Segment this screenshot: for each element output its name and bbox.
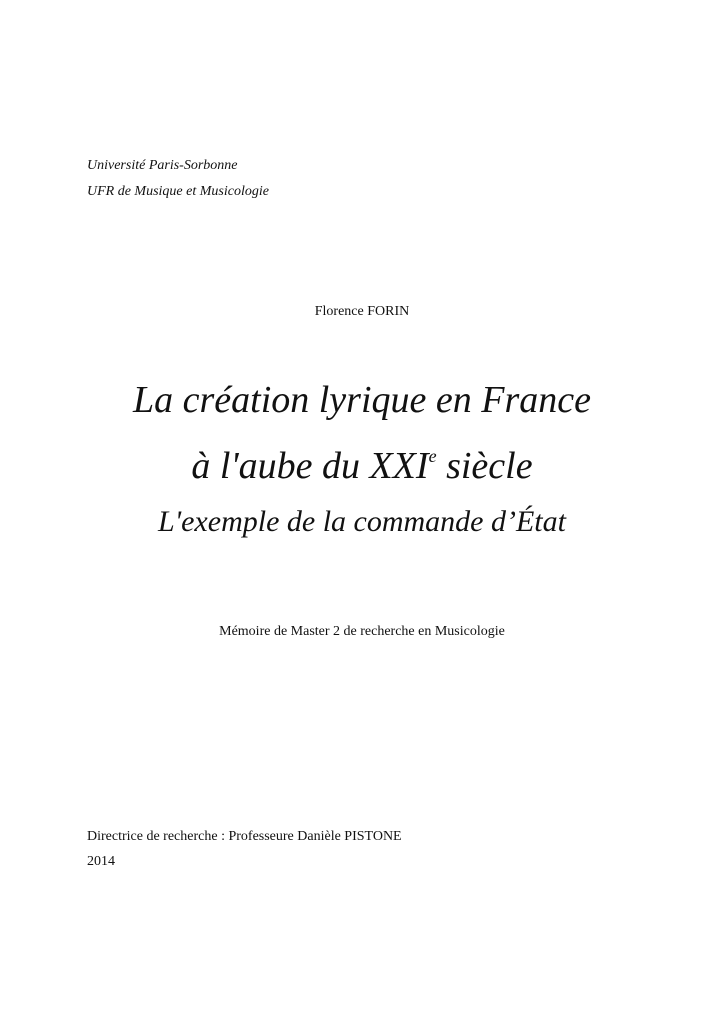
institution-block [87, 153, 269, 205]
degree-description: Mémoire de Master 2 de recherche en Musicologie [219, 624, 505, 639]
department-name: UFR de Musique et Musicologie [87, 184, 269, 199]
thesis-title [0, 378, 724, 540]
title-century-superscript: e [428, 446, 437, 466]
university-name: Université Paris-Sorbonne [87, 158, 238, 173]
footer-block [87, 824, 402, 874]
year: 2014 [87, 854, 115, 869]
title-line-2-end: siècle [436, 445, 533, 487]
supervisor-line: Directrice de recherche : Professeure Danièle PISTONE [87, 829, 402, 844]
author-name: Florence FORIN [314, 304, 410, 319]
title-line-2 [0, 444, 724, 488]
thesis-subtitle: L'exemple de la commande d’État [158, 505, 566, 538]
title-line-1: La création lyrique en France [132, 379, 591, 421]
title-line-2-text: à l'aube du XXI [191, 445, 429, 487]
